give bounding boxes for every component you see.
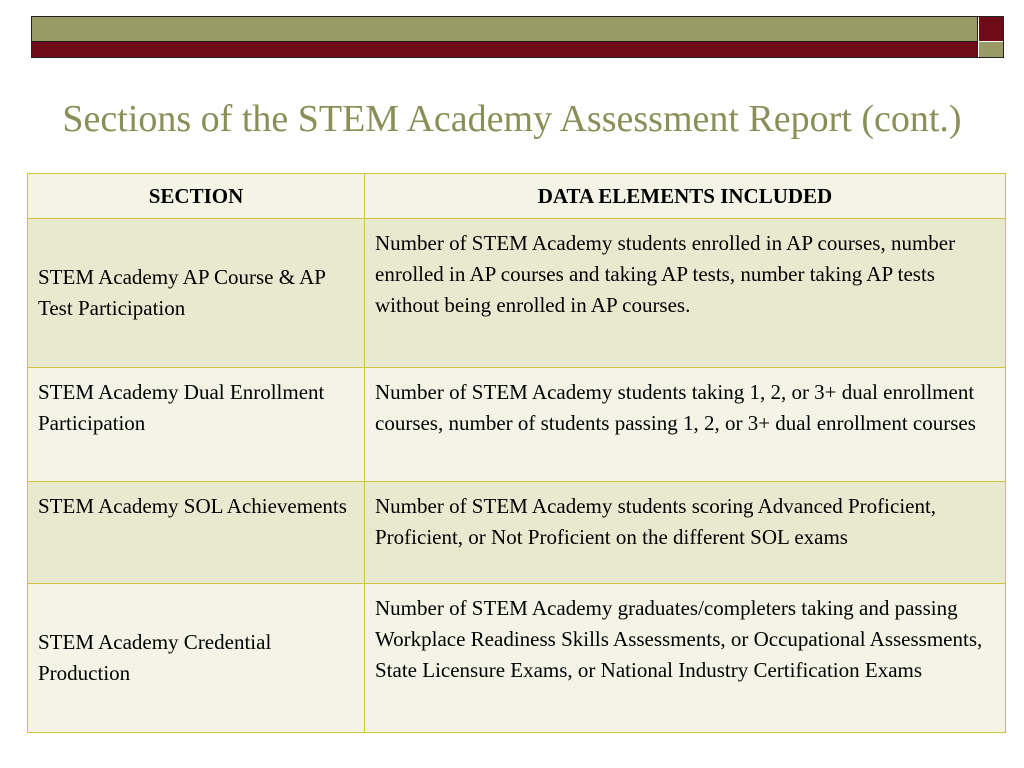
slide-title: Sections of the STEM Academy Assessment Report (cont.) <box>62 98 962 140</box>
header-data-elements: DATA ELEMENTS INCLUDED <box>365 174 1006 219</box>
section-cell: STEM Academy Dual Enrollment Participation <box>28 368 365 482</box>
table-row <box>28 482 1006 584</box>
decoration-maroon-square <box>979 17 1003 41</box>
data-elements-cell: Number of STEM Academy students scoring Advanced Proficient, Proficient, or Not Proficient on the different SOL exams <box>365 482 1006 584</box>
header-decoration-bar <box>31 16 1004 58</box>
table-row <box>28 368 1006 482</box>
decoration-olive-square <box>979 42 1003 57</box>
table-header-row <box>28 174 1006 219</box>
decoration-maroon-stripe <box>32 41 978 57</box>
sections-table <box>27 173 1006 733</box>
table-row <box>28 219 1006 368</box>
section-cell: STEM Academy AP Course & AP Test Participation <box>28 219 365 368</box>
decoration-olive-stripe <box>32 17 978 41</box>
data-elements-cell: Number of STEM Academy students taking 1, 2, or 3+ dual enrollment courses, number of students passing 1, 2, or 3+ dual enrollment courses <box>365 368 1006 482</box>
data-elements-cell: Number of STEM Academy graduates/completers taking and passing Workplace Readiness Skills Assessments, or Occupational Assessments, State Licensure Exams, or National Industry Certification Exams <box>365 584 1006 733</box>
header-section: SECTION <box>28 174 365 219</box>
section-cell: STEM Academy SOL Achievements <box>28 482 365 584</box>
data-elements-cell: Number of STEM Academy students enrolled in AP courses, number enrolled in AP courses and taking AP tests, number taking AP tests without being enrolled in AP courses. <box>365 219 1006 368</box>
section-cell: STEM Academy Credential Production <box>28 584 365 733</box>
table-row <box>28 584 1006 733</box>
